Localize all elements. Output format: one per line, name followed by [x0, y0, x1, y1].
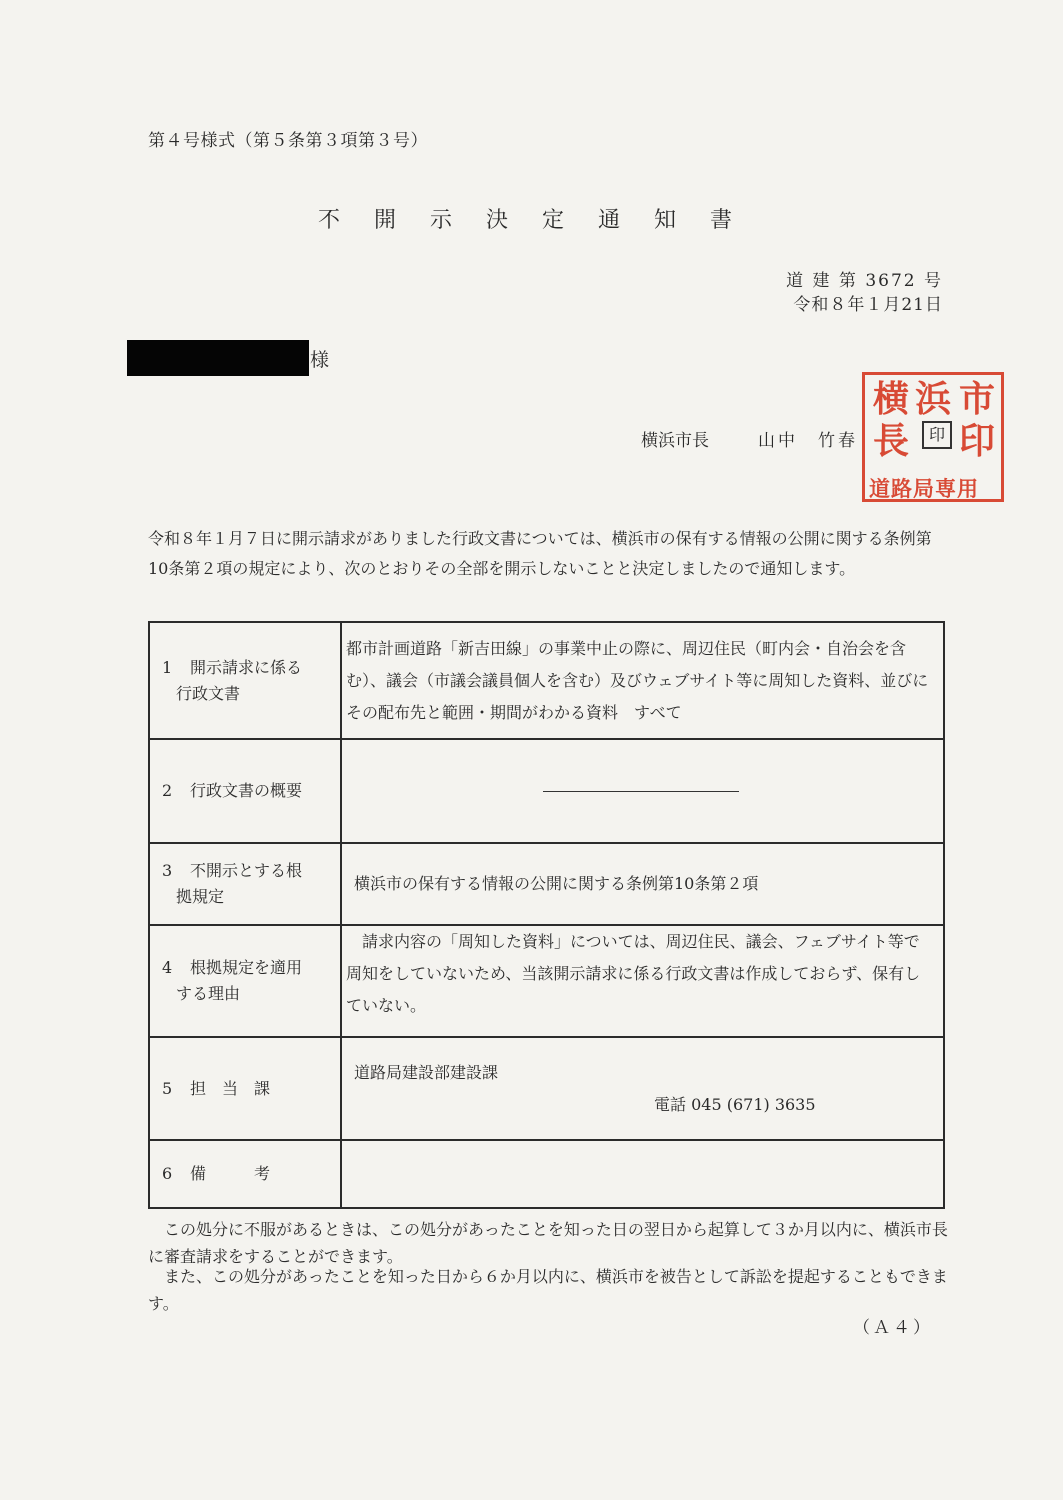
department-name: 道路局建設部建設課	[354, 1062, 499, 1082]
row-label	[149, 925, 341, 1037]
row-label	[149, 739, 341, 843]
paper-size-label: （Ａ４）	[853, 1318, 933, 1338]
seal-char: 横	[873, 378, 910, 420]
row-label	[149, 1140, 341, 1208]
sender-title: 横浜市長	[641, 431, 709, 451]
seal-char: 市	[959, 378, 996, 420]
document-number: 道 建 第 3672 号	[786, 271, 943, 291]
document-date: 令和８年１月21日	[793, 295, 943, 315]
row-label-text: 開示請求に係る	[190, 657, 303, 677]
redacted-recipient-name	[127, 340, 309, 376]
table-row	[149, 622, 944, 739]
table-row	[149, 1037, 944, 1140]
sender-name: 山中 竹春	[758, 431, 858, 451]
table-row	[149, 843, 944, 925]
row-number: 1	[162, 657, 173, 677]
seal-bottom-text: 道路局専用	[869, 476, 979, 501]
row-label-text: 根拠規定を適用	[190, 958, 303, 977]
row-label	[149, 843, 341, 925]
row-label-text: 担 当 課	[190, 1078, 271, 1098]
row-value: 都市計画道路「新吉田線」の事業中止の際に、周辺住民（町内会・自治会を含む）、議会（市議会議員個人を含む）及びウェブサイト等に周知した資料、並びにその配布先と範囲・期間がわかる資料 すべて	[341, 622, 944, 739]
seal-char: 印	[959, 420, 996, 462]
row-label-text: 拠規定	[176, 887, 225, 906]
intro-paragraph: 令和８年１月７日に開示請求がありました行政文書については、横浜市の保有する情報の公開に関する条例第10条第２項の規定により、次のとおりその全部を開示しないことと決定しましたので通知します。	[148, 529, 932, 578]
department-phone: 電話 045 (671) 3635	[654, 1094, 816, 1114]
official-seal-stamp	[862, 372, 1004, 502]
row-number: 2	[162, 781, 173, 800]
row-label	[149, 622, 341, 739]
row-number: 5	[162, 1078, 173, 1098]
form-number: 第４号様式（第５条第３項第３号）	[148, 131, 428, 151]
seal-char: 浜	[915, 378, 952, 420]
row-value	[341, 1037, 944, 1140]
seal-char: 長	[873, 420, 910, 462]
recipient-honorific: 様	[310, 349, 330, 371]
row-value	[341, 1140, 944, 1208]
document-title: 不開示決定通知書	[318, 208, 767, 233]
row-number: 3	[162, 861, 173, 880]
row-number: 6	[162, 1164, 173, 1183]
row-label-text: する理由	[176, 984, 241, 1003]
seal-inner-stamp: 印	[922, 421, 952, 449]
table-row	[149, 1140, 944, 1208]
lawsuit-notice: また、この処分があったことを知った日から６か月以内に、横浜市を被告として訴訟を提起することもできます。	[148, 1267, 948, 1313]
row-value: 請求内容の「周知した資料」については、周辺住民、議会、フェブサイト等で周知をしていないため、当該開示請求に係る行政文書は作成しておらず、保有していない。	[341, 925, 944, 1037]
table-row	[149, 925, 944, 1037]
appeal-notice: この処分に不服があるときは、この処分があったことを知った日の翌日から起算して３か月以内に、横浜市長に審査請求をすることができます。	[148, 1220, 948, 1266]
row-label-text: 行政文書	[176, 683, 241, 703]
row-label-text: 行政文書の概要	[190, 781, 303, 800]
row-value-empty	[341, 739, 944, 843]
blank-dash-line	[543, 791, 739, 792]
table-row	[149, 739, 944, 843]
decision-table	[148, 621, 945, 1209]
row-label	[149, 1037, 341, 1140]
row-value: 横浜市の保有する情報の公開に関する条例第10条第２項	[341, 843, 944, 925]
row-label-text: 不開示とする根	[190, 861, 303, 880]
row-number: 4	[162, 958, 173, 977]
row-label-text: 備 考	[190, 1164, 271, 1183]
